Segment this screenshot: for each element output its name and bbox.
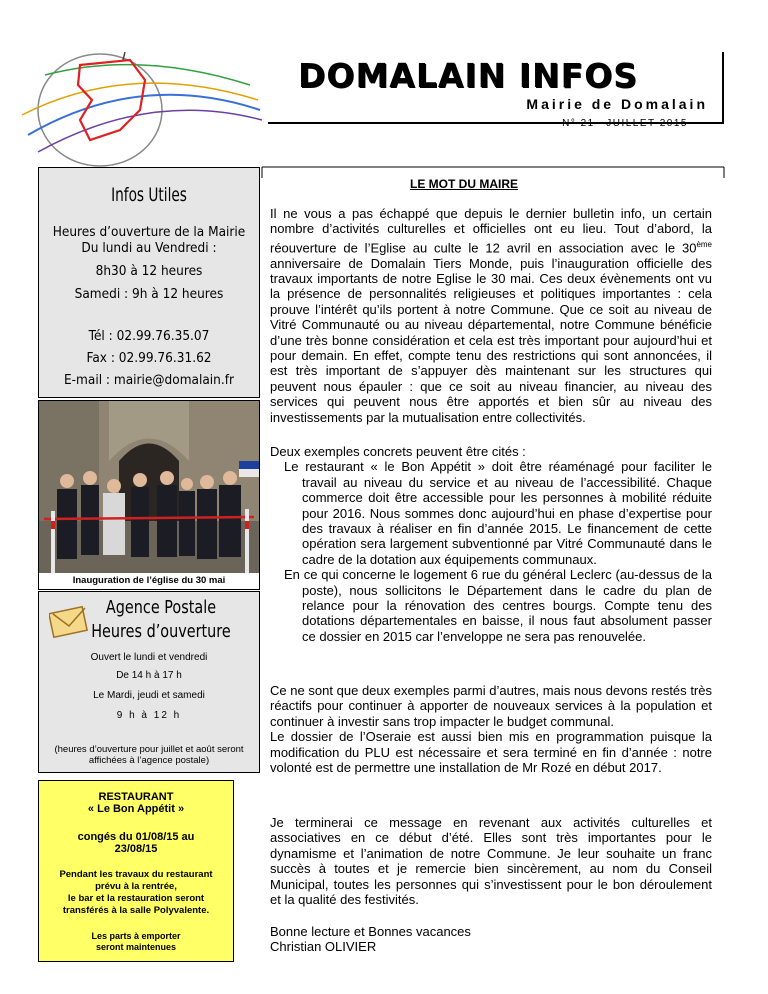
resto-note-4: transférés à la salle Polyvalente. xyxy=(62,905,210,916)
resto-parts-1: Les parts à emporter xyxy=(91,931,181,941)
resto-note-2: prévu à la rentrée, xyxy=(95,881,177,892)
section-title: LE MOT DU MAIRE xyxy=(410,177,518,191)
agence-postale-box xyxy=(38,591,260,773)
paragraph-2 xyxy=(270,444,712,644)
resto-title: RESTAURANT xyxy=(98,791,174,803)
paragraph-2-item-1: Le restaurant « le Bon Appétit » doit être réaménagé pour faciliter le travail au niveau du service et au niveau de l’accessibilité. Chaque commerce doit être accessible pour les personnes à mobilité réduite pour 2016. Nous sommes donc aujourd’hui en phase d’expertise pour des travaux à réaliser en fin d’année 2015. Le financement de cette opération sera largement subventionné par Vitré Communauté dans le cadre de la dotation aux équipements communaux. xyxy=(284,459,712,567)
paragraph-3-b: Le dossier de l’Oseraie est aussi bien mis en programmation puisque la modification du PLU est nécessaire et sera terminé en fin d’année : notre volonté est de permettre une installation de Mr Rozé en début 2017. xyxy=(270,729,712,776)
resto-note-1: Pendant les travaux du restaurant xyxy=(59,869,213,880)
paragraph-1-sup: ème xyxy=(696,239,712,249)
hours-days: Du lundi au Vendredi : xyxy=(81,240,217,256)
photo-caption: Inauguration de l’église du 30 mai xyxy=(39,573,259,589)
resto-name: « Le Bon Appétit » xyxy=(87,803,185,815)
infos-title: Infos Utiles xyxy=(111,184,187,206)
page-title: DOMALAIN INFOS xyxy=(298,56,639,95)
inauguration-photo xyxy=(38,400,260,590)
hours-saturday: Samedi : 9h à 12 heures xyxy=(74,286,224,302)
phone: Tél : 02.99.76.35.07 xyxy=(88,328,210,344)
issue-number: N° 21—JUILLET 2015 xyxy=(562,118,688,129)
fax: Fax : 02.99.76.31.62 xyxy=(86,350,212,366)
hours-title: Heures d’ouverture de la Mairie xyxy=(52,224,246,240)
paragraph-3-a: Ce ne sont que deux exemples parmi d’autres, mais nous devons restés très réactifs pour continuer à apporter de nouveaux services à la population et continuer à investir sans trop impacter le budget communal. xyxy=(270,683,712,729)
email: E-mail : mairie@domalain.fr xyxy=(63,372,235,388)
globe-logo-icon xyxy=(20,40,265,175)
page-subtitle: Mairie de Domalain xyxy=(526,96,708,112)
infos-utiles-box xyxy=(38,167,260,398)
restaurant-box xyxy=(38,780,234,962)
agence-line3: Le Mardi, jeudi et samedi xyxy=(93,690,205,701)
closing-line: Bonne lecture et Bonnes vacances xyxy=(270,924,471,939)
closing-block xyxy=(270,924,712,955)
agence-line2: De 14 h à 17 h xyxy=(116,670,182,681)
signature: Christian OLIVIER xyxy=(270,939,377,955)
resto-note-3: le bar et la restauration seront xyxy=(67,893,205,904)
paragraph-1-a: Il ne vous a pas échappé que depuis le dernier bulletin info, un certain nombre d’activités culturelles et officielles ont eu lieu. Tout d’abord, la réouverture de l’Eglise au culte le 12 avril en association avec le 30 xyxy=(270,206,712,256)
paragraph-2-item-2: En ce qui concerne le logement 6 rue du général Leclerc (au-dessus de la poste), nous sollicitons le Département dans le cadre du plan de relance pour la rénovation des centres bourgs. Compte tenu des dotations départementales en baisse, il nous faut absolument passer ce dossier en 2015 car l’enveloppe ne sera pas renouvelée. xyxy=(284,567,712,644)
paragraph-1-b: anniversaire de Domalain Tiers Monde, puis l’inauguration officielle des travaux importants de notre Eglise le 30 mai. Ces deux évènements ont vu la présence de personnalités religieuses et politiques importantes : cela prouve l’intérêt qu’ils portent à notre Commune. Que ce soit au niveau de Vitré Communauté ou au niveau départemental, notre Commune bénéficie d’une très bonne considération et cela est très important pour aujourd’hui et pour demain. En effet, compte tenu des restrictions qui sont annoncées, il est très important de s’appuyer dès maintenant sur les structures qui peuvent nous épauler : que ce soit au niveau financier, au niveau des services qui peuvent nous être apportés et bien sûr au niveau des investissements par la mutualisation entre collectivités. xyxy=(270,255,712,425)
hours-morning: 8h30 à 12 heures xyxy=(95,263,203,279)
resto-parts-2: seront maintenues xyxy=(95,942,177,952)
agence-title: Agence Postale xyxy=(105,597,217,618)
photo-illustration xyxy=(39,401,260,590)
agence-subtitle: Heures d’ouverture xyxy=(91,621,231,642)
paragraph-3 xyxy=(270,683,712,775)
agence-line4: 9 h à 12 h xyxy=(116,710,182,721)
resto-conges-2: 23/08/15 xyxy=(114,843,158,855)
paragraph-4: Je terminerai ce message en revenant aux activités culturelles et associatives en ce début d’été. Elles sont très importantes pour le dynamisme et l’animation de notre Commune. Je leur souhaite un franc succès à toutes et je remercie bien sincèrement, au nom du Conseil Municipal, toutes les personnes qui s’investissent pour le bon déroulement et la qualité des festivités. xyxy=(270,815,712,908)
agence-line1: Ouvert le lundi et vendredi xyxy=(90,652,208,663)
resto-conges-1: congés du 01/08/15 au xyxy=(77,831,195,843)
agence-note: (heures d’ouverture pour juillet et août seront affichées à l’agence postale) xyxy=(54,744,244,766)
paragraph-2-intro: Deux exemples concrets peuvent être cités : xyxy=(270,444,526,459)
paragraph-1 xyxy=(270,206,712,425)
